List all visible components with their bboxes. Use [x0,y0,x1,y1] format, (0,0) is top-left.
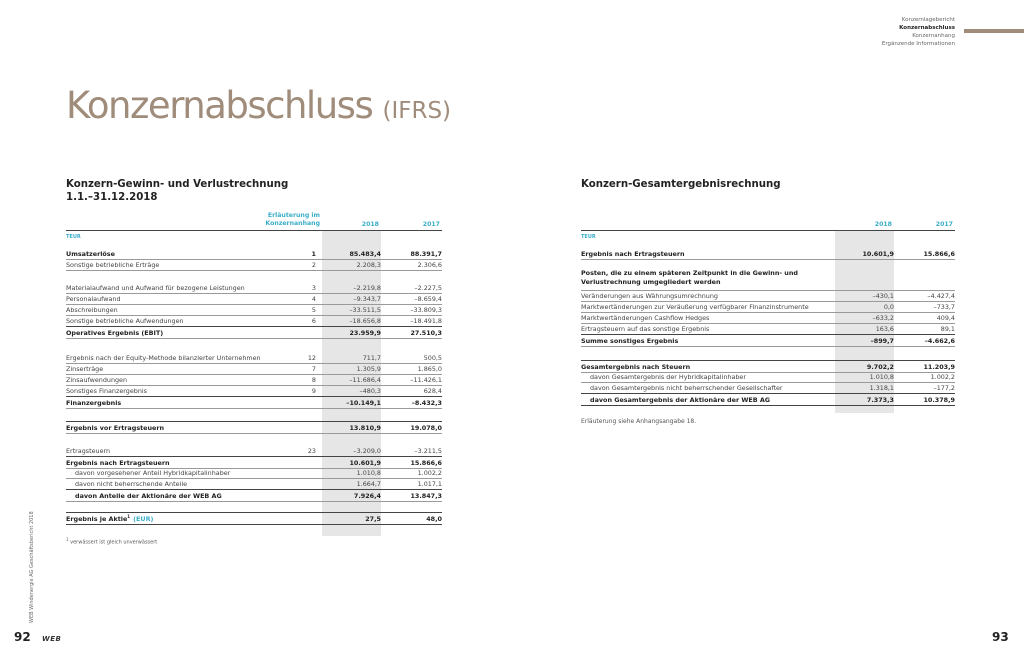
table-row [581,334,955,347]
value-2017: 628,4 [423,386,442,395]
value-2017: 1.002,2 [417,468,442,477]
value-2018: –899,7 [870,336,894,345]
side-report-title: WEB Windenergie AG Geschäftsbericht 2018 [29,511,35,623]
value-2017: 15.866,6 [923,249,955,258]
value-2018: 163,6 [875,324,894,333]
comprehensive-income-table [581,210,955,410]
table-row [66,421,442,434]
value-2017: 89,1 [940,324,955,333]
row-label-text: davon nicht beherrschende Anteile [75,479,188,488]
section-nav [882,16,955,48]
right-note: Erläuterung siehe Anhangsangabe 18. [581,418,697,425]
value-2017: –8.659,4 [414,294,442,303]
page-title-main: Konzernabschluss [66,84,373,127]
row-label [66,387,292,395]
footnote-text: verwässert ist gleich unverwässert [70,539,158,546]
footnote-ref: 1 [127,513,131,519]
row-note: 8 [311,375,316,384]
row-label [66,424,292,432]
table-header [66,210,442,231]
footnote [66,537,157,546]
nav-item-ergaenzende-informationen[interactable]: Ergänzende Informationen [881,41,955,47]
value-2017: –4.427,4 [927,291,955,300]
unit-label: (EUR) [133,515,154,524]
row-note: 1 [311,249,316,258]
table-row [66,396,442,409]
row-label [66,284,292,292]
nav-item-konzernlagebericht[interactable]: Konzernlagebericht [901,17,955,23]
nav-item-konzernanhang[interactable]: Konzernanhang [912,33,955,39]
table-row [66,259,442,271]
left-title-line2: 1.1.–31.12.2018 [66,192,158,203]
value-2018: 1.664,7 [356,479,381,488]
row-label [66,376,292,384]
value-2017: –11.426,1 [410,375,442,384]
row-label [66,261,292,269]
row-label: Marktwertänderungen zur Veräußerung verfügbarer Finanzinstrumente [581,302,809,311]
income-statement-table [66,210,442,530]
value-2018: 2.208,3 [356,260,381,269]
row-label: Ergebnis nach Ertragsteuern [581,249,685,258]
value-2018: 23.959,9 [349,328,381,337]
row-label-text: Finanzergebnis [66,398,122,407]
row-label-text: davon vorgesehener Anteil Hybridkapitalinhaber [75,468,231,477]
value-2017: –733,7 [933,302,955,311]
value-2018: 10.601,9 [349,458,381,467]
value-2018: 13.810,9 [349,423,381,432]
row-label-text: davon Anteile der Aktionäre der WEB AG [75,491,222,500]
row-label [66,295,292,303]
value-2017: –3.211,5 [414,446,442,455]
table-row [581,393,955,406]
row-label [66,469,292,477]
row-label [66,399,292,407]
row-label-text: Ergebnis nach Ertragsteuern [66,458,170,467]
value-2017: 10.378,9 [923,395,955,404]
value-2018: 0,0 [883,302,894,311]
value-2017: –18.491,8 [410,316,442,325]
row-label: Gesamtergebnis nach Steuern [581,362,691,371]
row-note: 7 [311,364,316,373]
value-2018: –18.656,8 [349,316,381,325]
row-note: 12 [307,353,316,362]
row-label-text: Ergebnis vor Ertragsteuern [66,423,165,432]
value-2018: 1.010,8 [356,468,381,477]
value-2017: 500,5 [423,353,442,362]
value-2018: 711,7 [362,353,381,362]
header-2018: 2018 [361,221,379,228]
row-label: davon Gesamtergebnis der Hybridkapitalinhaber [590,372,746,381]
page-title-sub: (IFRS) [382,98,452,124]
page-number-left: 92 [14,630,31,644]
value-2018: –430,1 [872,291,894,300]
value-2018: –10.149,1 [346,398,381,407]
row-label-text: Personalaufwand [66,294,121,303]
row-label [66,306,292,314]
row-label [66,447,292,455]
row-label-text: Sonstiges Finanzergebnis [66,386,147,395]
row-label: davon Gesamtergebnis nicht beherrschender Gesellschafter [590,383,783,392]
value-2017: 1.017,1 [417,479,442,488]
row-label-text: Zinserträge [66,364,104,373]
value-2018: 1.010,8 [869,372,894,381]
row-label [66,354,292,362]
value-2018: 7.373,3 [866,395,894,404]
row-label [66,459,292,467]
value-2017: 19.078,0 [410,423,442,432]
value-2018: 10.601,9 [862,249,894,258]
row-label [66,480,292,488]
row-note: 6 [311,316,316,325]
table-row [66,326,442,339]
value-2017: –4.662,6 [924,336,955,345]
header-2018: 2018 [874,221,892,228]
value-2018: –9.343,7 [353,294,381,303]
row-label [66,365,292,373]
row-label [66,514,292,523]
row-label-text: Sonstige betriebliche Aufwendungen [66,316,184,325]
row-label-text: Ertragsteuern [66,446,111,455]
row-label-text: Ergebnis je Aktie [66,515,128,524]
active-section-marker [964,29,1024,33]
value-2017: 88.391,7 [410,249,442,258]
row-label: Summe sonstiges Ergebnis [581,336,679,345]
header-2017: 2017 [935,221,953,228]
row-label-text: Umsatzerlöse [66,249,115,258]
right-section-title: Konzern-Gesamtergebnisrechnung [581,179,781,190]
value-2017: 2.306,6 [417,260,442,269]
row-label-text: Zinsaufwendungen [66,375,128,384]
value-2018: 7.926,4 [353,491,381,500]
value-2017: –177,2 [933,383,955,392]
table-row [66,489,442,502]
value-2018: 9.702,2 [866,362,894,371]
value-2018: 1.318,1 [869,383,894,392]
header-note: Erläuterung im Konzernanhang [265,212,320,227]
row-label-text: Operatives Ergebnis (EBIT) [66,328,164,337]
value-2018: –33.511,5 [349,305,381,314]
header-2017: 2017 [422,221,440,228]
left-section-title [66,178,288,204]
unit-label: TEUR [66,234,81,240]
table-row [581,269,955,291]
left-title-line1: Konzern-Gewinn- und Verlustrechnung [66,179,289,190]
value-2017: –2.227,5 [414,283,442,292]
row-note: 2 [311,260,316,269]
value-2017: –8.432,3 [411,398,442,407]
row-note: 3 [311,283,316,292]
value-2018: –11.686,4 [349,375,381,384]
row-label [66,492,292,500]
row-note: 4 [311,294,316,303]
table-row [66,512,442,525]
value-2018: –633,2 [872,313,894,322]
row-label-text: Materialaufwand und Aufwand für bezogene Leistungen [66,283,245,292]
row-label: Marktwertänderungen Cashflow Hedges [581,313,710,322]
value-2017: 1.002,2 [930,372,955,381]
row-label: Veränderungen aus Währungsumrechnung [581,291,718,300]
value-2018: –2.219,8 [353,283,381,292]
row-note: 23 [307,446,316,455]
row-label [66,317,292,325]
row-note: 9 [311,386,316,395]
value-2017: 11.203,9 [923,362,955,371]
value-2017: 13.847,3 [410,491,442,500]
row-label-text: Ergebnis nach der Equity-Methode bilanzierter Unternehmen [66,353,261,362]
row-label [66,329,292,337]
value-2018: –480,3 [359,386,381,395]
page-title [66,84,451,127]
nav-item-konzernabschluss[interactable]: Konzernabschluss [899,25,955,31]
unit-label: TEUR [581,234,596,240]
web-logo: WEB [42,635,62,643]
table-row [581,248,955,260]
row-note: 5 [311,305,316,314]
row-label [66,250,292,258]
value-2017: –33.809,3 [410,305,442,314]
table-header [581,210,955,231]
value-2017: 409,4 [936,313,955,322]
footnote-mark: 1 [66,537,69,542]
value-2018: –3.209,0 [353,446,381,455]
value-2018: 1.305,9 [356,364,381,373]
row-label: davon Gesamtergebnis der Aktionäre der WEB AG [590,395,771,404]
value-2017: 15.866,6 [410,458,442,467]
value-2017: 48,0 [426,514,442,523]
row-label: Ertragsteuern auf das sonstige Ergebnis [581,324,710,333]
value-2018: 27,5 [365,514,381,523]
value-2018: 85.483,4 [349,249,381,258]
value-2017: 1.865,0 [417,364,442,373]
row-label-text: Abschreibungen [66,305,118,314]
value-2017: 27.510,3 [410,328,442,337]
row-label-text: Sonstige betriebliche Erträge [66,260,160,269]
row-label: Posten, die zu einem späteren Zeitpunkt in die Gewinn- und Verlustrechnung umgegliedert werden [581,269,798,286]
page-number-right: 93 [992,630,1009,644]
